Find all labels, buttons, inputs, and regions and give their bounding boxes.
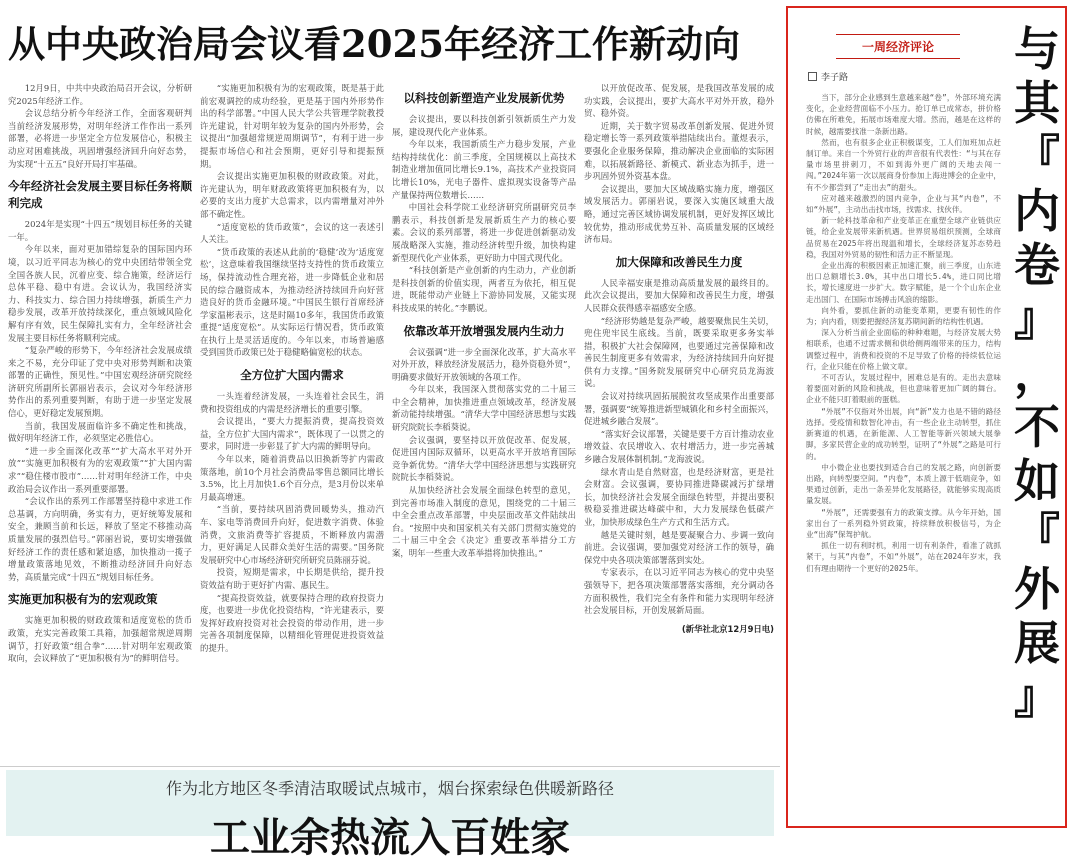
commentary-paragraph: 应对越来越激烈的国内竞争，企业与其“内卷”，不如“外展”，主动出击找市场，找需求、找伙伴。 [806, 193, 1001, 215]
vertical-title-char: 『 [1014, 130, 1060, 184]
article-paragraph: 会议提出，“要大力提振消费，提高投资效益，全方位扩大国内需求”，既体现了一以贯之的要求，同时进一步彰显了扩大内需的鲜明导向。 [200, 416, 384, 452]
vertical-title-char: ， [1014, 346, 1060, 400]
article-paragraph: 今年以来，我国新质生产力稳步发展，产业结构持续优化：前三季度，全国规模以上高技术制造业增加值同比增长9.1%，高技术产业投资同比增长10%，光电子器件、虚拟现实设备等产品产量保持两位数增长…… [392, 139, 576, 200]
article-paragraph: 2024年是实现“十四五”规划目标任务的关键一年。 [8, 219, 192, 242]
article-paragraph: “进一步全面深化改革”“扩大高水平对外开放”“实施更加积极有为的宏观政策”“扩大国内需求”“稳住楼市股市”……针对明年经济工作，中央政治局会议作出一系列重要部署。 [8, 445, 192, 494]
commentary-paragraph: 向外看，要抓住新的动能变革期，更要有韧性的作为；向内看，则要把握经济复苏期间新的结构性机遇。 [806, 305, 1001, 327]
section-heading: 加大保障和改善民生力度 [615, 254, 743, 269]
section-heading: 全方位扩大国内需求 [240, 368, 344, 383]
vertical-title-char: 不 [1014, 400, 1060, 454]
article-paragraph: 12月9日，中共中央政治局召开会议，分析研究2025年经济工作。 [8, 83, 192, 106]
commentary-paragraph: 深入分析当前企业面临的种种难题，与经济发展大势相联系，也通不过需求侧和供给侧两端带来的压力，结构调整过程中，消费和投资的不足导致了价格的持续低位运行，企业只能在价格上做文章。 [806, 328, 1001, 371]
commentary-paragraph: 当下，部分企业感到生意越来越“卷”，外部环境充满变化，企业经营面临不小压力。抢订单已成常态，拼价格仿佛在所难免，拓展市场难度大增。然而，越是在这样的时候，越需要找准一条新出路。 [806, 93, 1001, 136]
article-paragraph: 当前，我国发展面临许多不确定性和挑战，做好明年经济工作，必须坚定必胜信心。 [8, 420, 192, 444]
commentary-paragraph: 抓住一切有利时机，利用一切有利条件，看准了就抓紧干，与其“内卷”，不如“外展”，站在2024年岁末，我们有理由期待一个更好的2025年。 [806, 541, 1001, 573]
section-heading: 实施更加积极有为的宏观政策 [8, 592, 158, 607]
commentary-paragraph: “外展”不仅指对外出展，向“新”发力也是不错的路径选择。受疫情和数智化冲击，有一些企业主动转型，抓住新赛道的机遇，在新能源、人工智能等新兴领域大展拳脚，多家民营企业的成功转型，证明了“外展”之路是可行的。 [806, 406, 1001, 461]
vertical-title-char: 『 [1014, 508, 1060, 562]
commentary-paragraph: 企业出海的积极因素正加速汇聚，前三季度，山东进出口总额增长3.0%，其中出口增长5.4%，进口同比增长，增长速度进一步扩大。数字赋能，是一个个山东企业走出国门、在国际市场搏击风浪的缩影。 [806, 261, 1001, 304]
commentary-vertical-title [1010, 22, 1064, 724]
next-article-subtitle: 作为北方地区冬季清洁取暖试点城市，烟台探索绿色供暖新路径 [165, 779, 614, 798]
article-paragraph: “货币政策的表述从此前的‘稳健’改为‘适度宽松’，这意味着我国继续坚持支持性的货币政策立场，保持流动性合理充裕，进一步降低企业和居民的综合融资成本，为推动经济持续回升向好营造良好的货币金融环境。”中国民生银行首席经济学家温彬表示，这是时隔10多年，我国货币政策重提“适度宽松”。从实际运行情况看，货币政策在执行上是灵活适度的。今年以来，市场普遍感受到国货币政策已处于稳健略偏宽松的状态。 [200, 246, 384, 358]
headline: 从中央政治局会议看2025年经济工作新动向 [8, 22, 740, 66]
next-article-panel [6, 770, 774, 861]
article-paragraph: 会议对持续巩固拓展脱贫攻坚成果作出重要部署，强调要“统筹推进新型城镇化和乡村全面振兴，促进城乡融合发展”。 [584, 391, 774, 427]
square-bullet-icon [808, 72, 817, 81]
vertical-title-char: 外 [1014, 562, 1060, 616]
article-paragraph: 会议提出，要加大区域战略实施力度，增强区域发展活力。郭丽岩说，要深入实施区域重大战略，通过完善区域协调发展机制，更好发挥区域比较优势，推动形成优势互补、高质量发展的区域经济布局。 [584, 183, 774, 245]
article-column-3 [392, 82, 576, 766]
article-paragraph: 绿水青山是自然财富，也是经济财富，更是社会财富。会议强调，要协同推进降碳减污扩绿增长，加快经济社会发展全面绿色转型，并提出要积极稳妥推进碳达峰碳中和，大力发展绿色低碳产业，加快形成绿色生产方式和生活方式。 [584, 466, 774, 527]
article-paragraph: 今年以来，我国深入贯彻落实党的二十届三中全会精神，加快推进重点领域改革，经济发展新动能持续增强。“清华大学中国经济思想与实践研究院院长李稻葵说。 [392, 384, 576, 433]
vertical-title-char: 内 [1014, 184, 1060, 238]
author-name: 李子路 [821, 73, 849, 83]
article-paragraph: 从加快经济社会发展全面绿色转型的意见，到完善市场准入制度的意见，围绕党的二十届三中全会重点改革部署，中央层面改革文件陆续出台。“按照中央和国家机关有关部门贯彻实施党的二十届三中全会《决定》重要改革举措分工方案，明年一些重大改革举措将加快推出。” [392, 485, 576, 558]
article-column-4 [584, 82, 774, 766]
commentary-paragraph: 然而，也有很多企业正积极谋变，工人们加班加点赶制订单。来自一个外贸行业的声音很有代表性：“与其在存量市场里拼刺刀，不如到海外更广阔的天地去闯一闯。”2024年第一次以展商身份参加上海进博会的企业中，有不少都尝到了“走出去”的甜头。 [806, 137, 1001, 192]
news-credit: (新华社北京12月9日电) [681, 623, 774, 634]
article-paragraph: “提高投资效益，就要保持合理的政府投资力度，也要进一步优化投资结构，“许光建表示，要发挥好政府投资对社会投资的带动作用，进一步完善各项制度保障，以精细化管理促进投资效益的提升。 [200, 592, 384, 653]
article-paragraph: 会议提出，要以科技创新引领新质生产力发展，建设现代化产业体系。 [392, 114, 576, 137]
vertical-title-char: 』 [1014, 670, 1060, 724]
article-paragraph: “落实好会议部署，关键是要千方百计推动农业增效益、农民增收入、农村增活力，进一步完善城乡融合发展体制机制。”龙海波说。 [584, 428, 774, 465]
article-column-1 [8, 82, 192, 766]
vertical-title-char: 展 [1014, 616, 1060, 670]
vertical-title-char: 卷 [1014, 238, 1060, 292]
section-heading: 以科技创新塑造产业发展新优势 [403, 91, 565, 105]
article-paragraph: 一头连着经济发展，一头连着社会民生，消费和投资组成的内需是经济增长的重要引擎。 [200, 391, 384, 414]
vertical-title-char: 与 [1014, 22, 1060, 76]
article-paragraph: 中国社会科学院工业经济研究所副研究员李鹏表示，科技创新是发展新质生产力的核心要素。会议的系列部署，将进一步促进创新驱动发展战略深入实施，推动经济转型升级，加快构建新型现代化产业体系，更好助力中国式现代化。 [392, 202, 576, 263]
next-article-headline: 工业余热流入百姓家 [210, 814, 570, 861]
column-title: 一周经济评论 [836, 34, 960, 59]
author-byline [808, 70, 848, 83]
commentary-paragraph: 中小微企业也要找到适合自己的发展之路，向创新要出路，向转型要空间。“内卷”，本质上源于低端竞争，如果通过创新，走出一条差异化发展路径，就能够实现高质量发展。 [806, 462, 1001, 506]
section-heading: 依靠改革开放增强发展内生动力 [403, 323, 565, 338]
article-paragraph: 以开放促改革、促发展，是我国改革发展的成功实践，会议提出，要扩大高水平对外开放，稳外贸、稳外资。 [584, 83, 774, 119]
article-paragraph: 投资，短期是需求，中长期是供给，提升投资效益有助于更好扩内需、惠民生。 [200, 567, 384, 590]
article-paragraph: 会议强调，要坚持以开放促改革、促发展，促进国内国际双循环，以更高水平开放培育国际竞争新优势。“清华大学中国经济思想与实践研究院院长李稻葵说。 [392, 434, 576, 483]
vertical-title-char: 其 [1014, 76, 1060, 130]
article-paragraph: 今年以来，随着消费品以旧换新等扩内需政策落地，前10个月社会消费品零售总额同比增长3.5%，比上月加快1.6个百分点，是3月份以来单月最高增速。 [200, 454, 384, 502]
article-paragraph: 会议提出实施更加积极的财政政策。对此，许光建认为，明年财政政策将更加积极有为，以必要的支出力度扩大总需求，以内需增量对冲外部不确定性。 [200, 171, 384, 219]
commentary-paragraph: 不可否认，发展过程中，困难总是有的。走出去意味着要面对新的风险和挑战，但也意味着更加广阔的舞台。企业不能只盯着眼前的蛋糕。 [806, 373, 1001, 405]
commentary-paragraph: 新一轮科技革命和产业变革正在重塑全球产业链供应链，给企业发展带来新机遇。世界贸易组织预测，全球商品贸易在2025年将出现温和增长，全球经济复苏态势趋稳，我国对外贸易的韧性和活力正不断显现。 [806, 216, 1001, 259]
article-paragraph: “实施更加积极有为的宏观政策，既是基于此前宏观调控的成功经验，更是基于国内外形势作出的科学部署。”中国人民大学公共管理学院教授许光建说，针对明年较为复杂的国内外形势，会议提出“加强超常规逆周期调节”，有利于进一步提振市场信心和社会预期，更好引导和提振预期。 [200, 83, 384, 169]
article-paragraph: 越是关键时刻，越是要凝聚合力、步调一致向前进。会议强调，要加强党对经济工作的领导，确保党中央各项决策部署落到实处。 [584, 529, 774, 565]
article-paragraph: 专家表示，在以习近平同志为核心的党中央坚强领导下，把各项决策部署落实落细，充分调动各方面积极性，我们完全有条件和能力实现明年经济社会发展目标，开创发展新局面。 [584, 567, 774, 616]
section-heading: 今年经济社会发展主要目标任务将顺利完成 [8, 179, 192, 211]
vertical-title-char: 』 [1014, 292, 1060, 346]
article-paragraph: “复杂严峻的形势下，今年经济社会发展成绩来之不易，充分印证了党中央对形势判断和决策部署的正确性，预见性。”中国宏观经济研究院经济研究所副所长郭丽岩表示，会议对今年经济形势作出的系列重要判断，有助于进一步坚定发展信心，更好稳定发展预期。 [8, 345, 192, 419]
article-paragraph: 会议总结分析今年经济工作，全面客观研判当前经济发展形势，对明年经济工作作出一系列部署，必将进一步坚定全方位发展信心，积极主动应对困难挑战，巩固增强经济回升向好态势，为实现“十五五”良好开局打牢基础。 [8, 108, 192, 169]
commentary-paragraph: “外展”，还需要强有力的政策支撑。从今年开始，国家出台了一系列稳外贸政策，持续释放积极信号，为企业“出海”保驾护航。 [806, 507, 1001, 539]
article-paragraph: 会议强调“进一步全面深化改革，扩大高水平对外开放，释放经济发展活力，稳外资稳外贸”，明确要求做好开放领域的各项工作。 [392, 346, 576, 382]
commentary-text [806, 92, 1001, 818]
article-paragraph: “会议作出的系列工作部署坚持稳中求进工作总基调，方向明确，务实有力，更好统筹发展和安全，兼顾当前和长远，释放了坚定不移推动高质量发展的强烈信号。”郭丽岩说，要切实增强做好经济工作的责任感和紧迫感，加快推动一揽子增量政策落地见效，不断推动经济回升向好态势，高质量完成“十四五”规划目标任务。 [8, 496, 192, 582]
article-paragraph: 今年以来，面对更加错综复杂的国际国内环境，以习近平同志为核心的党中央团结带领全党全国各族人民，沉着应变、综合施策，经济运行总体平稳、稳中有进。会议认为，我国经济实力、科技实力、综合国力持续增强，新质生产力稳步发展，改革开放持续深化，重点领域风险化解有序有效，民生保障扎实有力，全年经济社会发展主要目标任务将顺利完成。 [8, 244, 192, 343]
vertical-title-char: 如 [1014, 454, 1060, 508]
article-paragraph: “当前，要持续巩固消费回暖势头，推动汽车、家电等消费回升向好，促进数字消费、体验消费，文旅消费等扩容提质，不断释放内需潜力，更好满足人民群众美好生活的需要。”国务院发展研究中心市场经济研究所研究员陈丽芬说。 [200, 504, 384, 565]
article-paragraph: “经济形势越是复杂严峻，越要聚焦民生关切，兜住兜牢民生底线。当前，既要采取更多务实举措，积极扩大社会保障网，也要通过完善保障和改善民生制度更多有效需求，为经济持续回升向好提供有力支撑。”国务院发展研究中心研究员龙海波说。 [584, 315, 774, 389]
divider [0, 766, 780, 767]
commentary-box [786, 6, 1067, 828]
article-paragraph: 实施更加积极的财政政策和适度宽松的货币政策，充实完善政策工具箱，加强超常规逆周期调节，打好政策“组合拳”……针对明年宏观政策取向，会议释放了“更加积极有为”的鲜明信号。 [8, 615, 192, 664]
article-paragraph: 人民幸福安康是推动高质量发展的最终目的。此次会议提出，要加大保障和改善民生力度，增强人民群众获得感幸福感安全感。 [584, 277, 774, 313]
article-paragraph: 近期，关于数字贸易改革创新发展、促进外贸稳定增长等一系列政策举措陆续出台。董煜表示，要强化企业服务保障，推动解决企业面临的实际困难，以拓展新路径、新模式、新业态为抓手，进一步巩固外贸外资基本盘。 [584, 120, 774, 182]
article-column-2 [200, 82, 384, 766]
article-paragraph: “适度宽松的货币政策”，会议的这一表述引人关注。 [200, 221, 384, 245]
article-paragraph: “科技创新是产业创新的内生动力，产业创新是科技创新的价值实现，两者互为依托，相互促进，既能带动产业链上下游协同发展，又能实现科技成果的转化。”李鹏说。 [392, 265, 576, 313]
